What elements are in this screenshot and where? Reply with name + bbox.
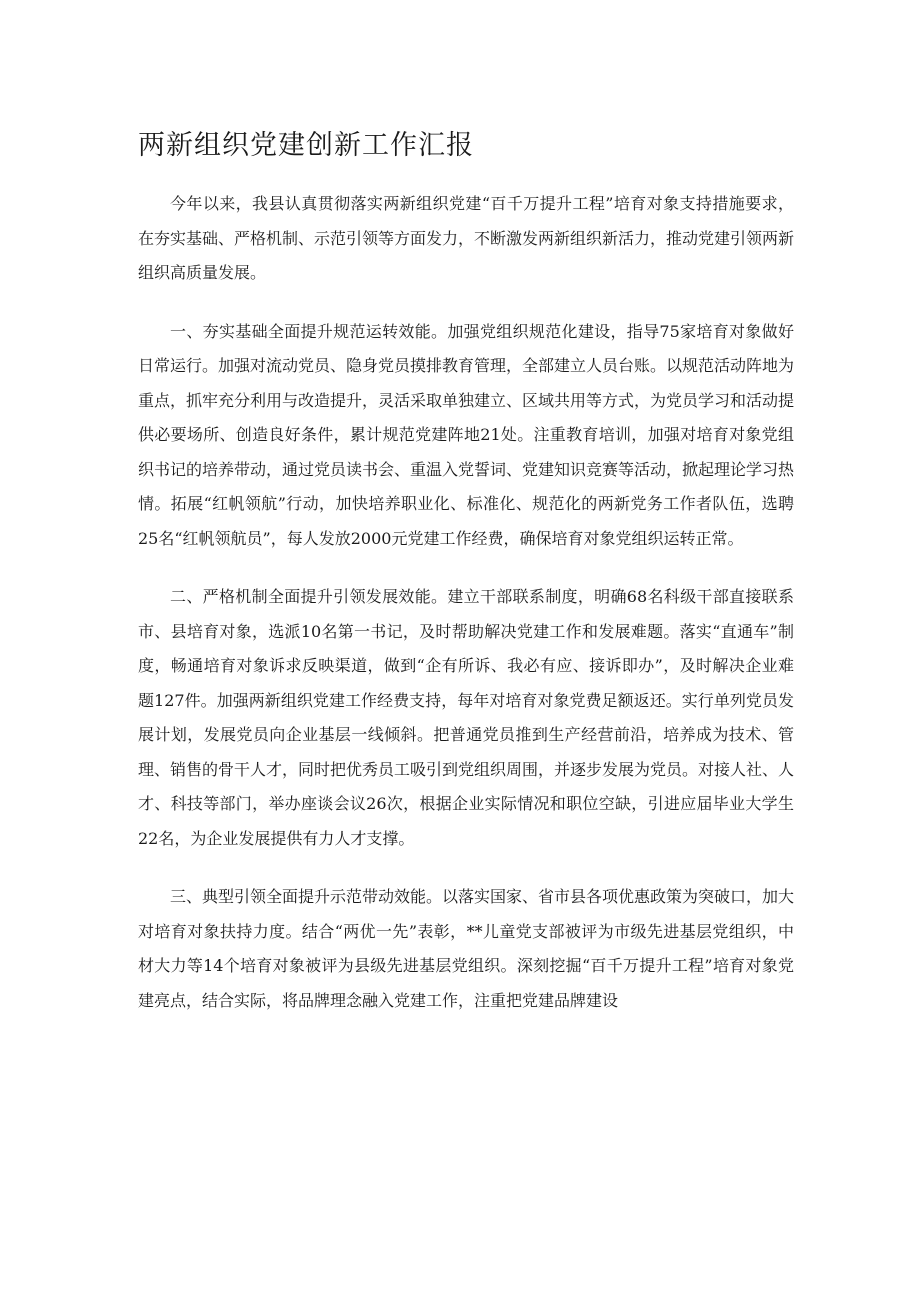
document-body xyxy=(138,187,794,1042)
paragraph-section-3: 三、典型引领全面提升示范带动效能。以落实国家、省市县各项优惠政策为突破口，加大对培育对象扶持力度。结合“两优一先”表彰，**儿童党支部被评为市级先进基层党组织，中材大力等14个培育对象被评为县级先进基层党组织。深刻挖掘“百千万提升工程”培育对象党建亮点，结合实际，将品牌理念融入党建工作，注重把党建品牌建设 xyxy=(138,887,795,1010)
paragraph-intro: 今年以来，我县认真贯彻落实两新组织党建“百千万提升工程”培育对象支持措施要求，在夯实基础、严格机制、示范引领等方面发力，不断激发两新组织新活力，推动党建引领两新组织高质量发展。 xyxy=(138,194,795,282)
paragraph-section-1: 一、夯实基础全面提升规范运转效能。加强党组织规范化建设，指导75家培育对象做好日常运行。加强对流动党员、隐身党员摸排教育管理，全部建立人员台账。以规范活动阵地为重点，抓牢充分利用与改造提升，灵活采取单独建立、区域共用等方式，为党员学习和活动提供必要场所、创造良好条件，累计规范党建阵地21处。注重教育培训，加强对培育对象党组织书记的培养带动，通过党员读书会、重温入党誓词、党建知识竞赛等活动，掀起理论学习热情。拓展“红帆领航”行动，加快培养职业化、标准化、规范化的两新党务工作者队伍，选聘25名“红帆领航员”，每人发放2000元党建工作经费，确保培育对象党组织运转正常。 xyxy=(138,321,795,548)
paragraph-section-2: 二、严格机制全面提升引领发展效能。建立干部联系制度，明确68名科级干部直接联系市、县培育对象，选派10名第一书记，及时帮助解决党建工作和发展难题。落实“直通车”制度，畅通培育对象诉求反映渠道，做到“企有所诉、我必有应、接诉即办”，及时解决企业难题127件。加强两新组织党建工作经费支持，每年对培育对象党费足额返还。实行单列党员发展计划，发展党员向企业基层一线倾斜。把普通党员推到生产经营前沿，培养成为技术、管理、销售的骨干人才，同时把优秀员工吸引到党组织周围，并逐步发展为党员。对接人社、人才、科技等部门，举办座谈会议26次，根据企业实际情况和职位空缺，引进应届毕业大学生22名，为企业发展提供有力人才支撑。 xyxy=(138,587,795,848)
document-title: 两新组织党建创新工作汇报 xyxy=(138,130,474,161)
